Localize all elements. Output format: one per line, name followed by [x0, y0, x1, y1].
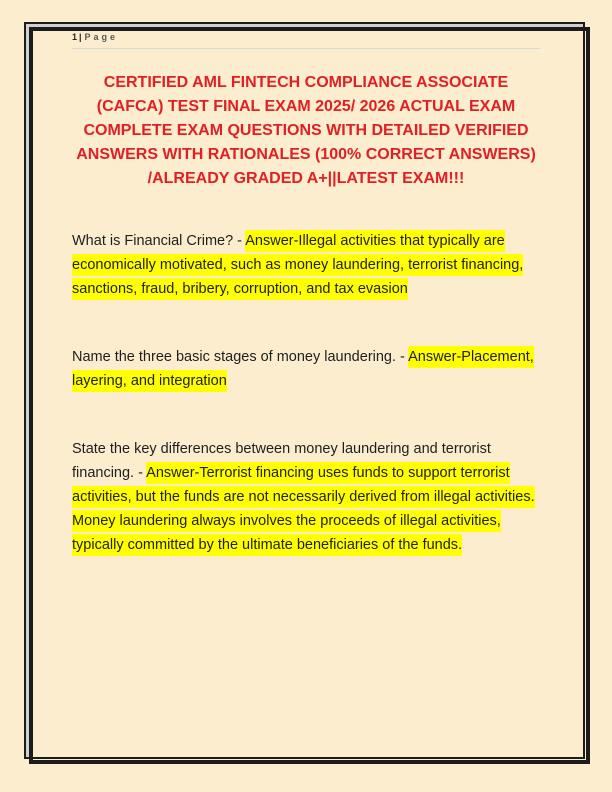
qa-block — [72, 437, 540, 557]
answer-highlight: Answer-Illegal activities that typically are economically motivated, such as money laundering, terrorist financing, sanctions, fraud, bribery, corruption, and tax evasion — [72, 230, 523, 300]
question-text: What is Financial Crime? - — [72, 233, 246, 249]
answer-highlight: Answer-Placement, layering, and integration — [72, 346, 534, 392]
qa-block — [72, 229, 540, 301]
question-text: Name the three basic stages of money laundering. - — [72, 349, 409, 365]
page-content — [72, 30, 540, 601]
page-header-label: Page — [84, 32, 119, 42]
header-rule — [72, 48, 540, 49]
document-title: CERTIFIED AML FINTECH COMPLIANCE ASSOCIATE (CAFCA) TEST FINAL EXAM 2025/ 2026 ACTUAL EXAM COMPLETE EXAM QUESTIONS WITH DETAILED VERIFIED ANSWERS WITH RATIONALES (100% CORRECT ANSWERS) /ALREADY GRADED A+||LATEST EXAM!!! — [76, 74, 536, 187]
qa-block — [72, 345, 540, 393]
page-number: 1 — [72, 32, 79, 42]
qa-list — [72, 229, 540, 557]
page-header — [72, 30, 540, 46]
page-header-separator: | — [79, 32, 82, 42]
question-text: State the key differences between money laundering and terrorist financing. - — [72, 441, 491, 481]
answer-highlight: Answer-Terrorist financing uses funds to support terrorist activities, but the funds are not necessarily derived from illegal activities. Money laundering always involves the proceeds of illegal activities, typically committed by the ultimate beneficiaries of the funds. — [72, 462, 535, 556]
